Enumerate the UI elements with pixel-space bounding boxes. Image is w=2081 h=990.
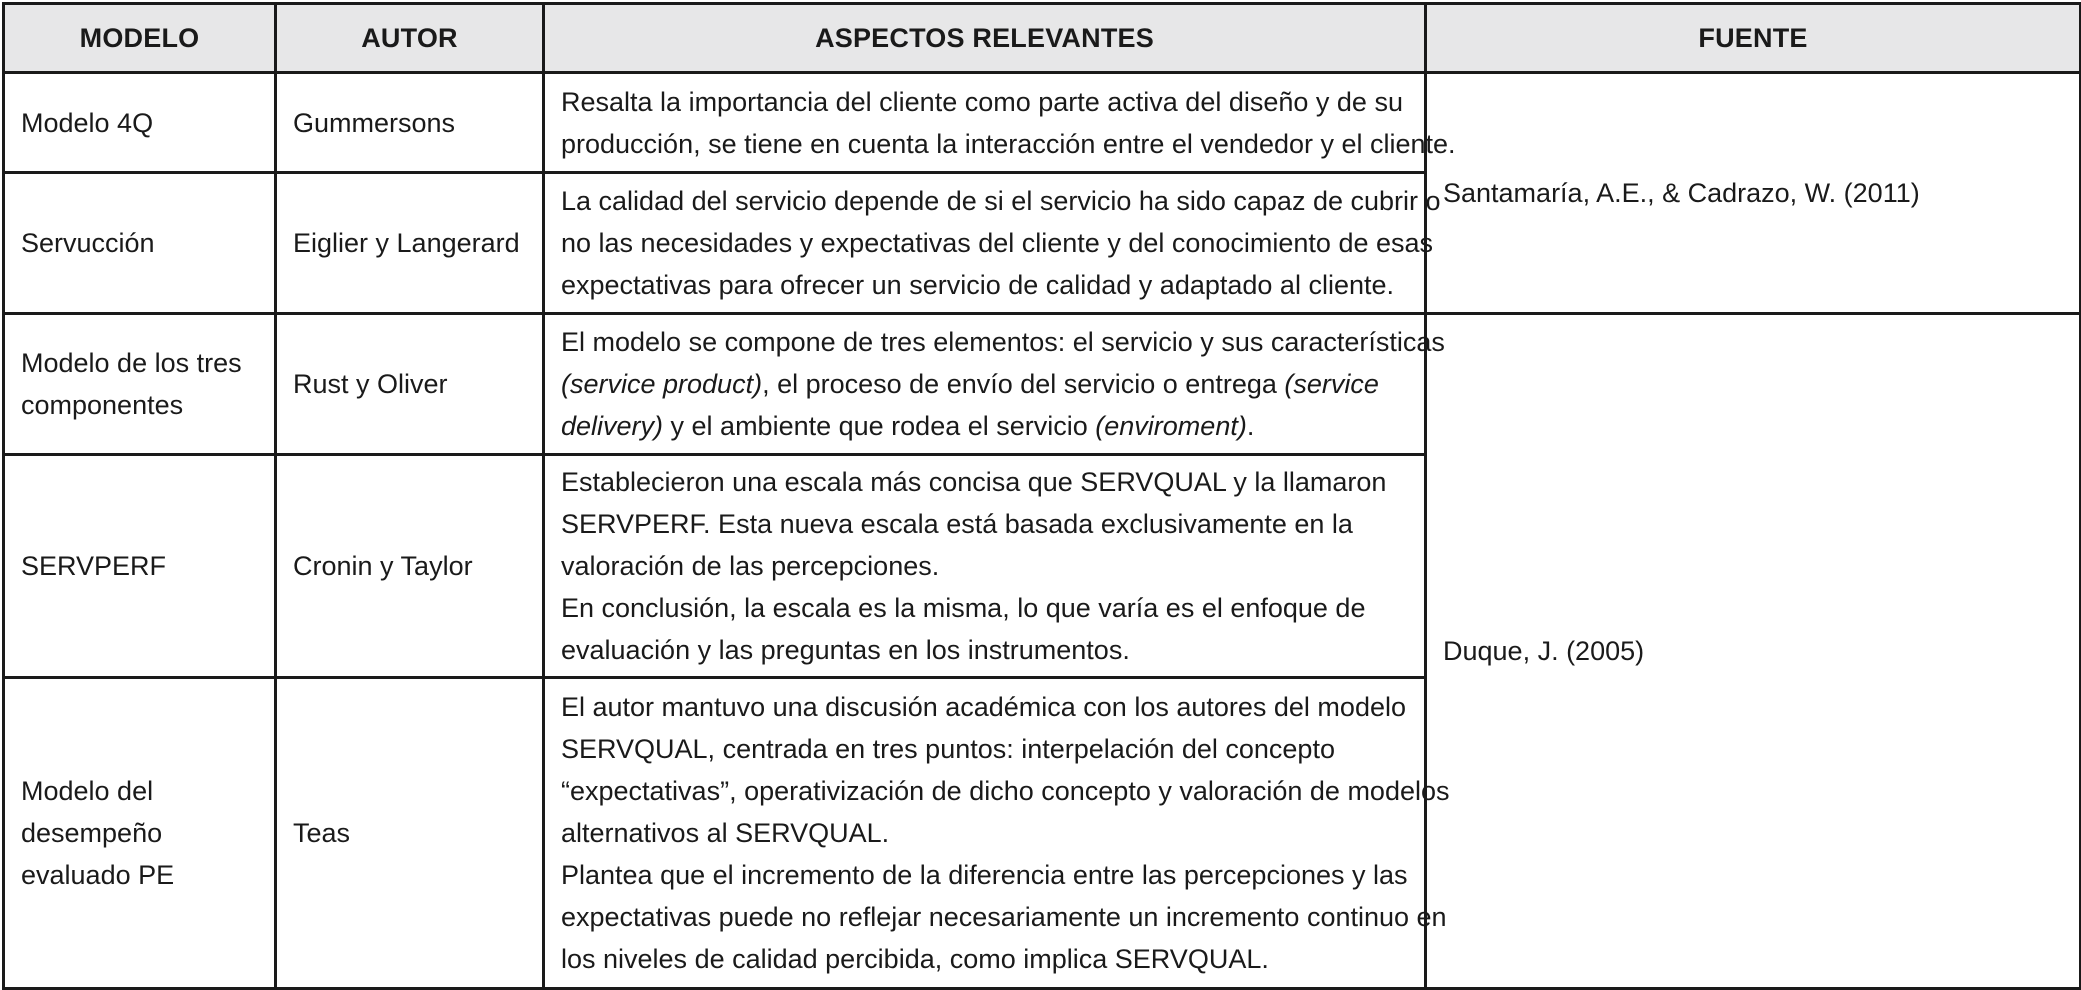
cell-line [561, 81, 1408, 123]
cell-line: componentes [21, 390, 184, 420]
cell-fuente: Santamaría, A.E., & Cadrazo, W. (2011) [1426, 73, 2081, 314]
cell-line [561, 938, 1408, 980]
cell-line [561, 405, 1408, 447]
cell-autor: Cronin y Taylor [276, 455, 544, 678]
cell-line [561, 363, 1408, 405]
text-segment: y el ambiente que rodea el servicio [663, 411, 1096, 441]
text-segment: valoración de las percepciones. [561, 551, 940, 581]
text-segment: En conclusión, la escala es la misma, lo que varía es el enfoque de [561, 593, 1366, 623]
header-fuente: FUENTE [1426, 4, 2081, 73]
header-autor: AUTOR [276, 4, 544, 73]
cell-line: Modelo del [21, 776, 154, 806]
cell-modelo [4, 173, 276, 314]
cell-line [561, 896, 1447, 938]
text-segment: producción, se tiene en cuenta la interacción entre el vendedor y el cliente. [561, 128, 1456, 159]
cell-modelo [4, 678, 276, 989]
cell-line [561, 503, 1408, 545]
text-segment: El autor mantuvo una discusión académica con los autores del modelo [561, 692, 1406, 722]
text-segment: Plantea que el incremento de la diferencia entre las percepciones y las [561, 860, 1408, 890]
cell-line: Servucción [21, 228, 155, 258]
cell-line [561, 545, 1408, 587]
cell-line: evaluado PE [21, 860, 175, 890]
italic-term: delivery) [561, 411, 664, 441]
cell-line: SERVPERF [21, 551, 167, 581]
models-table [2, 2, 2081, 990]
cell-autor: Teas [276, 678, 544, 989]
text-segment: expectativas puede no reflejar necesariamente un incremento continuo en [561, 902, 1447, 932]
text-segment: Establecieron una escala más concisa que SERVQUAL y la llamaron [561, 467, 1387, 497]
cell-line [561, 123, 1456, 165]
cell-fuente: Duque, J. (2005) [1426, 314, 2081, 989]
text-segment: expectativas para ofrecer un servicio de calidad y adaptado al cliente. [561, 270, 1394, 300]
text-segment: “expectativas”, operativización de dicho concepto y valoración de modelos [561, 776, 1450, 806]
text-segment: SERVPERF. Esta nueva escala está basada exclusivamente en la [561, 509, 1353, 539]
cell-aspectos [544, 73, 1456, 173]
cell-line [561, 587, 1408, 629]
cell-line [561, 321, 1445, 363]
header-row [4, 4, 2081, 73]
cell-line [561, 728, 1408, 770]
cell-modelo [4, 455, 276, 678]
text-segment: no las necesidades y expectativas del cliente y del conocimiento de esas [561, 228, 1434, 258]
cell-line: desempeño [21, 818, 163, 848]
italic-term: (service [1284, 369, 1379, 399]
italic-term: (service product) [561, 369, 763, 399]
cell-modelo [4, 314, 276, 455]
cell-line: Modelo 4Q [21, 107, 154, 138]
cell-line [561, 854, 1408, 896]
cell-line [561, 461, 1408, 503]
text-segment: alternativos al SERVQUAL. [561, 818, 890, 848]
text-segment: La calidad del servicio depende de si el servicio ha sido capaz de cubrir o [561, 186, 1441, 216]
cell-line: Modelo de los tres [21, 348, 242, 378]
text-segment: , el proceso de envío del servicio o entrega [762, 369, 1285, 399]
cell-autor: Gummersons [276, 73, 544, 173]
cell-aspectos [544, 173, 1441, 314]
cell-aspectos [544, 455, 1426, 678]
text-segment: . [1246, 411, 1255, 441]
cell-modelo [4, 73, 276, 173]
cell-line [561, 770, 1450, 812]
text-segment: los niveles de calidad percibida, como implica SERVQUAL. [561, 944, 1269, 974]
header-modelo: MODELO [4, 4, 276, 73]
header-aspectos: ASPECTOS RELEVANTES [544, 4, 1426, 73]
cell-autor: Rust y Oliver [276, 314, 544, 455]
text-segment: Resalta la importancia del cliente como parte activa del diseño y de su [561, 86, 1403, 117]
text-segment: El modelo se compone de tres elementos: el servicio y sus características [561, 327, 1445, 357]
cell-line [561, 180, 1441, 222]
text-segment: evaluación y las preguntas en los instrumentos. [561, 635, 1130, 665]
italic-term: (enviroment) [1095, 411, 1247, 441]
cell-autor: Eiglier y Langerard [276, 173, 544, 314]
table-row [4, 73, 2081, 173]
text-segment: SERVQUAL, centrada en tres puntos: interpelación del concepto [561, 734, 1335, 764]
cell-line [561, 222, 1434, 264]
table-row [4, 314, 2081, 455]
cell-line [561, 264, 1408, 306]
cell-aspectos [544, 678, 1450, 989]
cell-line [561, 812, 1408, 854]
cell-line [561, 629, 1408, 671]
cell-aspectos [544, 314, 1445, 455]
cell-line [561, 686, 1408, 728]
